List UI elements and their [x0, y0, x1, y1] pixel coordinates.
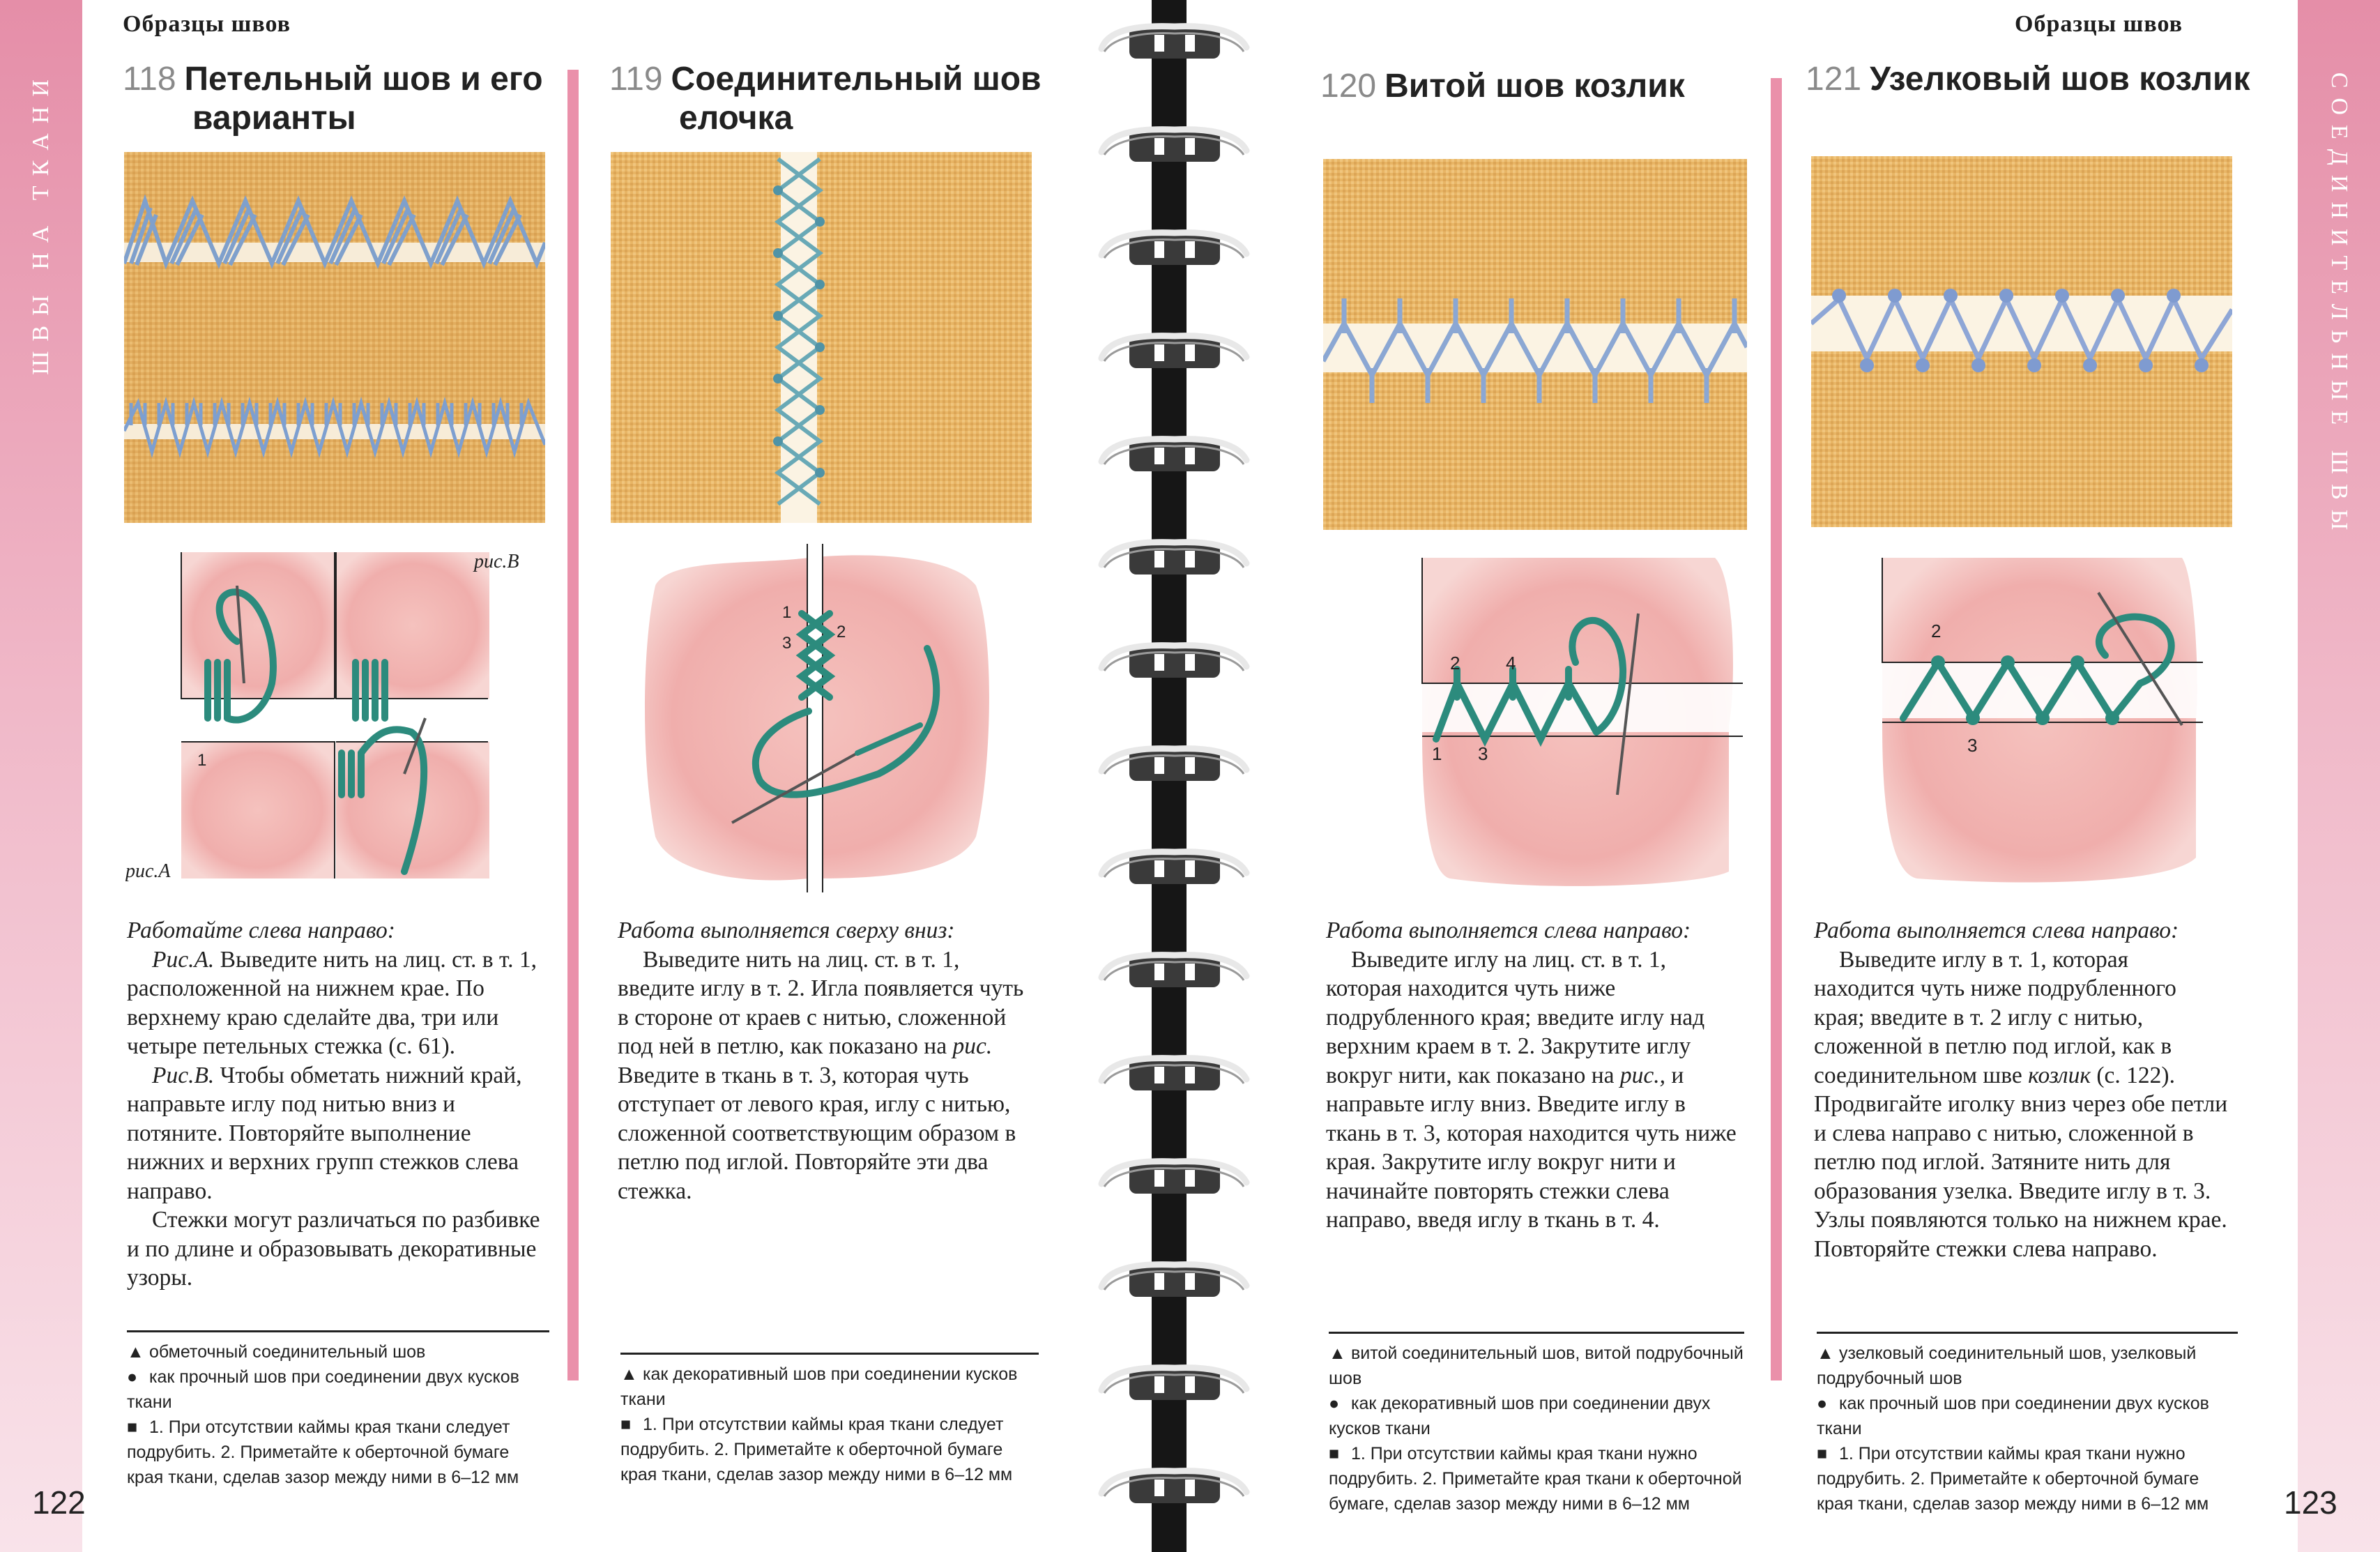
- stitch-120-lead: Работа выполняется слева направо:: [1326, 918, 1691, 943]
- stitch-121-diagram: [1875, 551, 2203, 892]
- stitch-118-title-line1: Петельный шов и его: [184, 61, 543, 98]
- stitch-119-note-square: 1. При отсутствии каймы края ткани следует подрубить. 2. Приметайте к оберточной бумаге края ткани, сделав зазор между ними в 6–12 мм: [620, 1415, 1013, 1484]
- circle-icon: ●: [1329, 1394, 1340, 1413]
- stitch-120-point-3: 3: [1478, 743, 1488, 764]
- stitch-120-point-2: 2: [1450, 653, 1460, 674]
- stitch-121-note-circle: как прочный шов при соединении двух кусков ткани: [1817, 1394, 2209, 1438]
- stitch-120-point-1: 1: [1432, 743, 1442, 764]
- right-header-title: Образцы швов: [2015, 11, 2183, 37]
- right-side-band-text: СОЕДИНИТЕЛЬНЫЕ ШВЫ: [2326, 72, 2352, 540]
- stitch-118-text: [127, 916, 554, 1293]
- divider-bar-120-121: [1771, 78, 1782, 1380]
- stitch-118-lead: Работайте слева направо:: [127, 918, 395, 943]
- stitch-119-point-3: 3: [782, 634, 792, 653]
- stitch-120-p1-a: Выведите иглу на лиц. ст. в т. 1, которая находится чуть ниже подрубленного края; введите иглу над верхним краем в т. 2. Закрутите иглу вокруг нити, как показано на: [1326, 946, 1705, 1088]
- stitch-120-note-triangle: витой соединительный шов, витой подрубочный шов: [1329, 1344, 1744, 1388]
- left-page-number: 122: [32, 1484, 86, 1521]
- stitch-118-title: [123, 60, 543, 138]
- stitch-119-note-triangle: как декоративный шов при соединении кусков ткани: [620, 1364, 1018, 1409]
- stitch-119-notes: [620, 1353, 1039, 1487]
- left-header-title: Образцы швов: [123, 11, 291, 37]
- stitch-118-p2-fig: Рис.В.: [152, 1062, 215, 1088]
- stitch-119-number: 119: [609, 61, 663, 98]
- stitch-120-diagram: [1408, 551, 1743, 892]
- stitch-121-photo: [1811, 156, 2232, 527]
- stitch-119-point-2: 2: [837, 623, 846, 641]
- left-side-band: [0, 0, 82, 1552]
- stitch-121-title: [1806, 60, 2250, 99]
- stitch-120-point-4: 4: [1506, 653, 1516, 674]
- stitch-121-text: [1814, 916, 2232, 1263]
- square-icon: ■: [1817, 1444, 1828, 1463]
- stitch-119-title-line1: Соединительный шов: [671, 61, 1042, 98]
- stitch-120-text: [1326, 916, 1744, 1235]
- spiral-ring: [1088, 640, 1262, 683]
- spiral-ring: [1088, 21, 1262, 64]
- spiral-ring: [1088, 1362, 1262, 1406]
- spiral-ring: [1088, 434, 1262, 477]
- stitch-119-p1-a: Выведите нить на лиц. ст. в т. 1, введите иглу в т. 2. Игла появляется чуть в стороне от краев с нитью, сложенной под ней в петлю, как показано на: [618, 946, 1024, 1059]
- stitch-121-number: 121: [1806, 61, 1862, 98]
- stitch-120-title-line1: Витой шов козлик: [1384, 68, 1685, 105]
- square-icon: ■: [127, 1417, 138, 1437]
- spiral-ring: [1088, 743, 1262, 786]
- stitch-120-note-circle: как декоративный шов при соединении двух кусков ткани: [1329, 1394, 1711, 1438]
- stitch-121-note-triangle: узелковый соединительный шов, узелковый подрубочный шов: [1817, 1344, 2197, 1388]
- spiral-ring: [1088, 846, 1262, 890]
- stitch-119-diagram: [627, 544, 1018, 892]
- stitch-119-lead: Работа выполняется сверху вниз:: [618, 918, 955, 943]
- spiral-ring: [1088, 330, 1262, 374]
- stitch-118-notes: [127, 1330, 549, 1490]
- triangle-icon: ▲: [1329, 1344, 1346, 1363]
- triangle-icon: ▲: [1817, 1344, 1834, 1363]
- stitch-120-number: 120: [1320, 68, 1377, 105]
- stitch-119-text: [618, 916, 1036, 1205]
- stitch-118-p1: Выведите нить на лиц. ст. в т. 1, расположенной на нижнем крае. По верхнему краю сделайте два, три или четыре петельных стежка (с. 61).: [127, 946, 537, 1059]
- stitch-121-note-square: 1. При отсутствии каймы края ткани нужно подрубить. 2. Приметайте к оберточной бумаге края ткани, сделав зазор между ними в 6–12 мм: [1817, 1444, 2209, 1514]
- stitch-118-photo: [124, 152, 545, 523]
- stitch-121-point-3: 3: [1967, 735, 1978, 756]
- right-page-number: 123: [2284, 1484, 2337, 1521]
- stitch-119-p1-b: Введите в ткань в т. 3, которая чуть отступает от левого края, иглу с нитью, сложенной соответствующим образом в петлю под иглой. Повторяйте эти два стежка.: [618, 1062, 1016, 1204]
- triangle-icon: ▲: [127, 1342, 144, 1362]
- stitch-118-fig-b: рис.В: [474, 551, 519, 572]
- stitch-121-p1-b: (с. 122). Продвигайте иголку вниз через обе петли и слева направо с нитью, сложенной в петлю под иглой. Затяните нить для образования узелка. Введите иглу в т. 3. Узлы появляются только на нижнем крае. Повторяйте стежки слева направо.: [1814, 1062, 2228, 1262]
- stitch-118-p3: Стежки могут различаться по разбивке и по длине и образовывать декоративные узоры.: [127, 1207, 540, 1291]
- circle-icon: ●: [1817, 1394, 1828, 1413]
- stitch-118-fig-a: рис.А: [125, 860, 171, 882]
- stitch-118-title-line2: варианты: [192, 100, 356, 137]
- stitch-121-p1-a: Выведите иглу в т. 1, которая находится чуть ниже подрубленного края; введите в т. 2 иглу с нитью, сложенной в петлю под иглой, как в соединительном шве: [1814, 946, 2176, 1088]
- square-icon: ■: [1329, 1444, 1340, 1463]
- stitch-120-notes: [1329, 1332, 1744, 1516]
- spiral-ring: [1088, 1466, 1262, 1509]
- stitch-120-title: [1320, 67, 1685, 106]
- spiral-ring: [1088, 124, 1262, 167]
- triangle-icon: ▲: [620, 1364, 638, 1384]
- stitch-119-point-1: 1: [782, 603, 792, 622]
- stitch-120-p1-em: рис.,: [1619, 1062, 1666, 1088]
- square-icon: ■: [620, 1415, 632, 1434]
- spiral-ring: [1088, 950, 1262, 993]
- stitch-120-p1-b: и направьте иглу вниз. Введите иглу в ткань в т. 3, которая находится чуть ниже края. Закрутите иглу вокруг нити и начинайте повторять стежки слева направо, введя иглу в ткань в т. 4.: [1326, 1062, 1737, 1233]
- spiral-ring: [1088, 1156, 1262, 1199]
- divider-bar-118-119: [567, 70, 579, 1380]
- spiral-ring: [1088, 1259, 1262, 1302]
- spiral-ring: [1088, 227, 1262, 271]
- stitch-118-note-circle: как прочный шов при соединении двух кусков ткани: [127, 1367, 519, 1412]
- stitch-118-note-square: 1. При отсутствии каймы края ткани следует подрубить. 2. Приметайте к оберточной бумаге края ткани, сделав зазор между ними в 6–12 мм: [127, 1417, 519, 1487]
- stitch-121-point-2: 2: [1931, 621, 1942, 641]
- stitch-118-point-1: 1: [197, 751, 207, 770]
- stitch-118-diagram: [125, 544, 558, 892]
- left-side-band-text: ШВЫ НА ТКАНИ: [28, 70, 54, 375]
- right-side-band: [2298, 0, 2380, 1552]
- stitch-118-p2: Чтобы обметать нижний край, направьте иглу под нитью вниз и потяните. Повторяйте выполнение нижних и верхних групп стежков слева направо.: [127, 1062, 522, 1204]
- stitch-118-note-triangle: обметочный соединительный шов: [149, 1342, 426, 1362]
- circle-icon: ●: [127, 1367, 138, 1387]
- stitch-121-lead: Работа выполняется слева направо:: [1814, 918, 2179, 943]
- stitch-121-title-line1: Узелковый шов козлик: [1870, 61, 2250, 98]
- spiral-ring: [1088, 537, 1262, 580]
- stitch-120-photo: [1323, 159, 1747, 530]
- stitch-119-title: [609, 60, 1042, 138]
- stitch-121-notes: [1817, 1332, 2238, 1516]
- spiral-ring: [1088, 1053, 1262, 1096]
- stitch-120-note-square: 1. При отсутствии каймы края ткани нужно подрубить. 2. Приметайте края ткани к оберточной бумаге, сделав зазор между ними в 6–12 мм: [1329, 1444, 1742, 1514]
- stitch-121-p1-em: козлик: [2028, 1062, 2091, 1088]
- stitch-119-title-line2: елочка: [679, 100, 793, 137]
- stitch-119-photo: [611, 152, 1032, 523]
- stitch-118-p1-fig: Рис.А.: [152, 946, 215, 973]
- stitch-118-number: 118: [123, 61, 176, 98]
- stitch-119-p1-em: рис.: [952, 1033, 993, 1059]
